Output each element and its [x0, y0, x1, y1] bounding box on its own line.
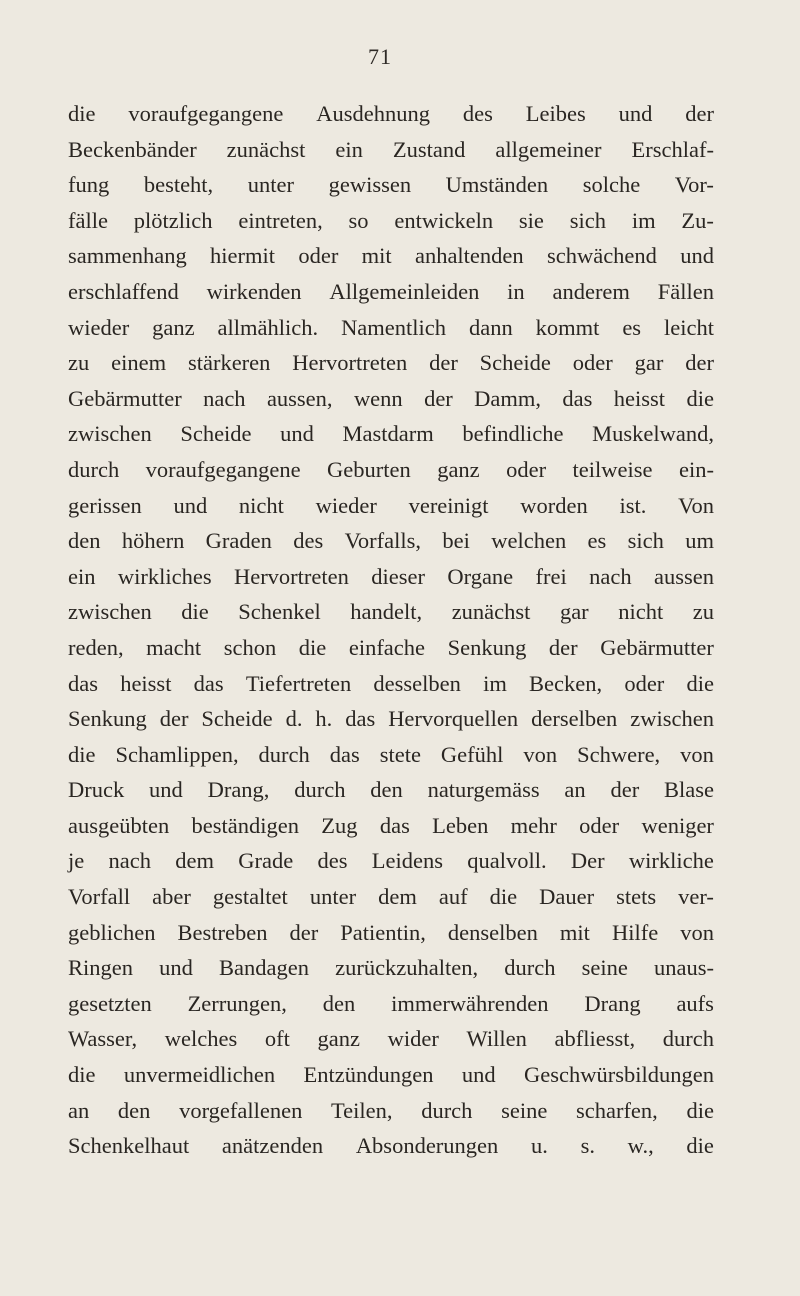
- word: zu: [68, 350, 90, 376]
- word: Wasser,: [68, 1026, 138, 1052]
- word: desselben: [373, 670, 461, 696]
- word: gesetzten: [68, 990, 152, 1016]
- word: anätzenden: [221, 1133, 324, 1159]
- word: Leibes: [525, 101, 586, 126]
- word: welches: [164, 1026, 238, 1052]
- text-line: [68, 915, 714, 951]
- word: Allgemeinleiden: [329, 278, 480, 304]
- word: reden,: [68, 634, 124, 660]
- word: den: [117, 1097, 151, 1123]
- word: schwächend: [546, 243, 657, 269]
- word: scharfen,: [575, 1097, 658, 1123]
- word: wirkliches: [117, 563, 212, 589]
- word: Patientin,: [340, 919, 426, 945]
- word: wirkliche: [628, 848, 714, 874]
- word: Druck: [68, 777, 125, 803]
- word: es: [622, 314, 642, 340]
- word: das: [345, 706, 376, 732]
- word: Grade: [238, 848, 294, 874]
- word: gewissen: [328, 172, 412, 198]
- word: Senkung: [68, 706, 147, 732]
- text-line: [68, 132, 714, 168]
- word: aussen,: [266, 385, 333, 411]
- word: die: [68, 1062, 96, 1088]
- word: Namentlich: [341, 314, 447, 340]
- word: kommt: [535, 314, 600, 340]
- word: gar: [634, 350, 664, 376]
- word: Hervortreten: [292, 350, 408, 376]
- word: Vor-: [674, 172, 714, 198]
- word: vorgefallenen: [179, 1097, 303, 1123]
- word: beständigen: [191, 812, 299, 838]
- word: Hervorquellen: [388, 706, 519, 732]
- word: frei: [535, 563, 567, 589]
- word: nach: [108, 848, 151, 874]
- word: oder: [298, 243, 339, 269]
- word: befindliche: [462, 421, 564, 447]
- word: Hilfe: [611, 919, 659, 945]
- word: plötzlich: [133, 207, 213, 233]
- word: der: [610, 777, 640, 803]
- text-line: [68, 772, 714, 808]
- word: Schenkel: [238, 599, 321, 625]
- word: zunächst: [226, 136, 306, 162]
- word: stärkeren: [187, 350, 271, 376]
- text-line: [68, 167, 714, 203]
- word: Vorfall: [68, 884, 131, 910]
- word: derselben: [531, 706, 618, 732]
- word: Becken,: [529, 670, 603, 696]
- word: zurückzuhalten,: [335, 955, 479, 981]
- word: den: [322, 990, 356, 1016]
- word: Drang,: [207, 777, 270, 803]
- word: im: [631, 207, 656, 233]
- word: erschlaffend: [68, 278, 179, 304]
- word: Vorfalls,: [344, 528, 422, 554]
- word: es: [587, 528, 607, 554]
- word: ausgeübten: [68, 812, 170, 838]
- word: Graden: [205, 528, 272, 554]
- word: den: [370, 777, 403, 803]
- word: w.,: [627, 1133, 654, 1159]
- word: mehr: [510, 812, 557, 838]
- word: dem: [175, 848, 215, 874]
- word: durch: [421, 1097, 473, 1123]
- word: die: [489, 884, 518, 910]
- text-line: [68, 452, 714, 488]
- word: leicht: [663, 314, 714, 340]
- word: durch: [258, 741, 310, 767]
- word: qualvoll.: [467, 848, 547, 874]
- word: abfliesst,: [554, 1026, 636, 1052]
- word: des: [317, 848, 348, 874]
- word: und: [149, 777, 183, 803]
- word: Entzündungen: [303, 1062, 434, 1088]
- word: anderem: [552, 278, 630, 304]
- body-text: [68, 96, 714, 1164]
- word: die: [686, 1133, 714, 1159]
- text-line: [68, 238, 714, 274]
- word: Zu-: [681, 207, 714, 233]
- word: gar: [559, 599, 589, 625]
- word: d.: [285, 706, 303, 732]
- word: voraufgegangene: [145, 456, 301, 482]
- word: besteht,: [143, 172, 214, 198]
- word: ein: [68, 563, 96, 589]
- word: unvermeidlichen: [123, 1062, 276, 1088]
- word: dieser: [371, 563, 425, 589]
- word: Leben: [432, 812, 489, 838]
- word: seine: [501, 1097, 548, 1123]
- word: allgemeiner: [495, 136, 602, 162]
- text-line: [68, 203, 714, 239]
- word: wenn: [353, 385, 403, 411]
- word: handelt,: [350, 599, 423, 625]
- word: so: [348, 207, 369, 233]
- word: Organe: [447, 563, 514, 589]
- word: das: [329, 741, 360, 767]
- word: sich: [627, 528, 664, 554]
- word: sie: [518, 207, 544, 233]
- word: Mastdarm: [342, 421, 434, 447]
- word: immerwährenden: [391, 990, 549, 1016]
- word: ein: [335, 136, 363, 162]
- word: Schamlippen,: [115, 741, 239, 767]
- word: wider: [387, 1026, 439, 1052]
- word: die: [68, 101, 96, 126]
- text-line: [68, 416, 714, 452]
- word: worden: [520, 492, 588, 518]
- word: Gefühl: [440, 741, 504, 767]
- word: entwickeln: [394, 207, 494, 233]
- word: der: [429, 350, 458, 376]
- word: zwischen: [630, 706, 714, 732]
- word: gestaltet: [212, 884, 288, 910]
- word: Scheide: [201, 706, 273, 732]
- text-line: [68, 843, 714, 879]
- word: das: [379, 812, 410, 838]
- word: Ausdehnung: [316, 101, 430, 126]
- word: Gebärmutter: [600, 634, 714, 660]
- word: des: [293, 528, 324, 554]
- word: die: [686, 1097, 714, 1123]
- word: Scheide: [180, 421, 252, 447]
- word: und: [280, 421, 314, 447]
- word: und: [159, 955, 193, 981]
- text-line: [68, 96, 714, 132]
- text-line: [68, 594, 714, 630]
- word: Absonderungen: [355, 1133, 499, 1159]
- word: unaus-: [654, 955, 714, 981]
- word: das: [193, 670, 224, 696]
- word: gerissen: [68, 492, 142, 518]
- word: Gebärmutter: [68, 385, 182, 411]
- word: das: [562, 385, 593, 411]
- word: von: [523, 741, 558, 767]
- word: im: [483, 670, 507, 696]
- word: des: [462, 101, 493, 126]
- word: ganz: [152, 314, 195, 340]
- text-line: [68, 879, 714, 915]
- word: teilweise: [572, 456, 653, 482]
- word: zu: [692, 599, 714, 625]
- text-line: [68, 986, 714, 1022]
- text-line: [68, 1057, 714, 1093]
- word: der: [548, 634, 578, 660]
- word: Teilen,: [331, 1097, 393, 1123]
- word: der: [685, 101, 714, 126]
- word: Tiefertreten: [245, 670, 352, 696]
- word: an: [68, 1097, 90, 1123]
- word: aber: [152, 884, 191, 910]
- word: das: [68, 670, 98, 696]
- word: durch: [504, 955, 556, 981]
- word: und: [173, 492, 208, 518]
- word: unter: [309, 884, 357, 910]
- word: ist.: [619, 492, 647, 518]
- page-number: 71: [368, 44, 392, 69]
- word: einem: [111, 350, 167, 376]
- word: welchen: [491, 528, 567, 554]
- text-line: [68, 488, 714, 524]
- word: Scheide: [479, 350, 551, 376]
- word: denselben: [447, 919, 538, 945]
- word: ganz: [437, 456, 480, 482]
- word: Schwere,: [577, 741, 661, 767]
- word: sammenhang: [68, 243, 187, 269]
- word: durch: [294, 777, 346, 803]
- word: wirkenden: [206, 278, 302, 304]
- text-line: [68, 381, 714, 417]
- text-line: [68, 950, 714, 986]
- word: h.: [315, 706, 333, 732]
- word: voraufgegangene: [128, 101, 284, 126]
- text-line: [68, 808, 714, 844]
- word: Geburten: [327, 456, 411, 482]
- word: aussen: [653, 563, 714, 589]
- word: Umständen: [445, 172, 549, 198]
- word: oft: [264, 1026, 290, 1052]
- word: naturgemäss: [427, 777, 540, 803]
- text-line: [68, 345, 714, 381]
- word: Der: [570, 848, 605, 874]
- word: mit: [361, 243, 392, 269]
- word: ein-: [678, 456, 714, 482]
- word: Fällen: [657, 278, 714, 304]
- word: wieder: [68, 314, 130, 340]
- word: ganz: [317, 1026, 361, 1052]
- word: nicht: [618, 599, 664, 625]
- word: Erschlaf-: [631, 136, 714, 162]
- word: Ringen: [68, 955, 133, 981]
- word: nicht: [238, 492, 284, 518]
- word: die: [686, 670, 714, 696]
- word: an: [564, 777, 586, 803]
- word: seine: [581, 955, 628, 981]
- word: und: [680, 243, 714, 269]
- text-line: [68, 1128, 714, 1164]
- word: Willen: [466, 1026, 527, 1052]
- text-line: [68, 523, 714, 559]
- word: oder: [506, 456, 547, 482]
- word: Leidens: [371, 848, 444, 874]
- word: zwischen: [68, 599, 152, 625]
- word: zunächst: [451, 599, 531, 625]
- word: dem: [378, 884, 417, 910]
- word: heisst: [613, 385, 666, 411]
- word: sich: [569, 207, 606, 233]
- word: ver-: [678, 884, 714, 910]
- word: wieder: [315, 492, 377, 518]
- word: Senkung: [447, 634, 527, 660]
- word: die: [68, 741, 96, 767]
- word: dann: [468, 314, 513, 340]
- word: auf: [438, 884, 468, 910]
- word: stets: [616, 884, 657, 910]
- word: Zug: [321, 812, 358, 838]
- word: Blase: [664, 777, 714, 803]
- text-line: [68, 310, 714, 346]
- word: und: [461, 1062, 496, 1088]
- word: und: [618, 101, 653, 126]
- word: den: [68, 528, 101, 554]
- word: Geschwürsbildungen: [523, 1062, 714, 1088]
- word: geblichen: [68, 919, 156, 945]
- word: höhern: [121, 528, 185, 554]
- word: zwischen: [68, 421, 152, 447]
- text-line: [68, 630, 714, 666]
- word: fälle: [68, 207, 108, 233]
- word: Damm,: [474, 385, 542, 411]
- word: hiermit: [210, 243, 276, 269]
- word: Zerrungen,: [187, 990, 287, 1016]
- text-line: [68, 559, 714, 595]
- word: nach: [589, 563, 632, 589]
- text-line: [68, 666, 714, 702]
- word: einfache: [348, 634, 426, 660]
- word: nach: [203, 385, 246, 411]
- word: aufs: [676, 990, 714, 1016]
- text-line: [68, 1093, 714, 1129]
- word: mit: [559, 919, 590, 945]
- word: oder: [572, 350, 613, 376]
- word: Drang: [584, 990, 641, 1016]
- word: Zustand: [392, 136, 466, 162]
- word: die: [686, 385, 714, 411]
- word: in: [507, 278, 525, 304]
- text-line: [68, 701, 714, 737]
- word: der: [159, 706, 189, 732]
- word: der: [424, 385, 453, 411]
- word: vereinigt: [408, 492, 489, 518]
- word: Schenkelhaut: [68, 1133, 190, 1159]
- word: fung: [68, 172, 110, 198]
- word: je: [68, 848, 85, 874]
- word: Dauer: [539, 884, 595, 910]
- word: stete: [379, 741, 421, 767]
- word: Von: [678, 492, 714, 518]
- word: unter: [247, 172, 294, 198]
- word: macht: [146, 634, 202, 660]
- word: bei: [442, 528, 470, 554]
- word: die: [298, 634, 327, 660]
- word: heisst: [120, 670, 172, 696]
- word: u.: [531, 1133, 548, 1159]
- word: durch: [662, 1026, 714, 1052]
- word: Beckenbänder: [68, 136, 197, 162]
- word: s.: [580, 1133, 595, 1159]
- text-line: [68, 737, 714, 773]
- word: um: [685, 528, 714, 554]
- word: Muskelwand,: [592, 421, 714, 447]
- word: allmählich.: [217, 314, 319, 340]
- word: oder: [624, 670, 665, 696]
- word: die: [181, 599, 209, 625]
- word: von: [680, 919, 714, 945]
- word: eintreten,: [238, 207, 323, 233]
- text-line: [68, 1021, 714, 1057]
- word: Hervortreten: [233, 563, 349, 589]
- word: durch: [68, 456, 120, 482]
- word: oder: [579, 812, 620, 838]
- word: Bestreben: [177, 919, 268, 945]
- word: von: [680, 741, 714, 767]
- word: anhaltenden: [414, 243, 524, 269]
- word: solche: [582, 172, 641, 198]
- word: weniger: [641, 812, 714, 838]
- word: der: [685, 350, 714, 376]
- word: schon: [223, 634, 277, 660]
- word: Bandagen: [219, 955, 309, 981]
- word: der: [289, 919, 319, 945]
- text-line: [68, 274, 714, 310]
